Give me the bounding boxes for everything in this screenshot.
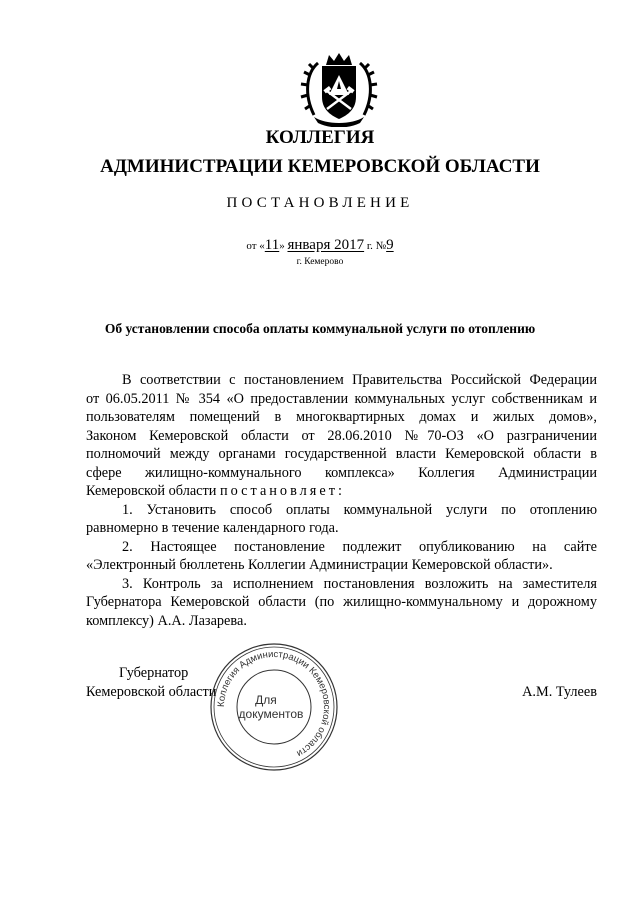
coat-of-arms-icon xyxy=(296,51,382,127)
seal-center-line1: Для xyxy=(255,693,277,707)
date-day: 11 xyxy=(264,237,280,253)
org-title-line2: АДМИНИСТРАЦИИ КЕМЕРОВСКОЙ ОБЛАСТИ xyxy=(100,156,540,177)
body-line: Губернатора Кемеровской области (по жилищно-коммунальному и дорожному xyxy=(86,594,597,610)
document-type: ПОСТАНОВЛЕНИЕ xyxy=(226,195,414,211)
org-title-line1: КОЛЛЕГИЯ xyxy=(265,127,375,148)
body-line: Законом Кемеровской области от 28.06.2010 №70-ОЗ «О разграничении xyxy=(86,427,597,444)
round-seal-stamp xyxy=(208,641,340,773)
signatory-name: А.М. Тулеев xyxy=(522,684,597,700)
signatory-title: Губернатор xyxy=(119,665,189,681)
resolves-word: постановляет: xyxy=(220,483,345,499)
document-subject: Об установлении способа оплаты коммунальной услуги по отоплению xyxy=(104,321,536,336)
place-of-issue: г. Кемерово xyxy=(296,257,344,267)
signatory-region: Кемеровской области xyxy=(86,684,217,700)
body-line: «Электронный бюллетень Коллегии Администрации Кемеровской области». xyxy=(86,557,553,573)
date-line xyxy=(0,236,640,255)
body-line xyxy=(86,482,597,501)
number-label: № xyxy=(375,240,387,252)
date-year-suffix: г. xyxy=(366,240,373,252)
body-line: от 06.05.2011 № 354 «О предоставлении коммунальных услуг собственникам и xyxy=(86,390,597,407)
body-line: полномочий между органами государственной власти Кемеровской области в xyxy=(86,446,597,462)
body-line: В соответствии с постановлением Правительства Российской Федерации xyxy=(122,372,597,388)
body-line: равномерно в течение календарного года. xyxy=(86,520,339,536)
body-line-part: Кемеровской области xyxy=(86,483,217,499)
date-mid: » xyxy=(279,240,285,252)
body-line: 2. Настоящее постановление подлежит опубликованию на сайте xyxy=(122,538,597,555)
body-line: комплексу) А.А. Лазарева. xyxy=(86,612,247,629)
seal-center-line2: документов xyxy=(238,707,304,721)
date-prefix: от « xyxy=(246,240,265,252)
document-number: 9 xyxy=(386,237,394,253)
date-month-year: января 2017 xyxy=(287,237,365,253)
document-body xyxy=(86,371,597,630)
body-line: сфере жилищно-коммунального комплекса» Коллегия Администрации xyxy=(86,464,597,481)
body-line: 1. Установить способ оплаты коммунальной услуги по отоплению xyxy=(122,501,597,518)
body-line: пользователям помещений в многоквартирных домах и жилых домов», xyxy=(86,409,597,425)
body-line: 3. Контроль за исполнением постановления возложить на заместителя xyxy=(122,575,597,592)
seal-ring-textpath: Коллегия Администрации Кемеровской области xyxy=(215,648,333,759)
